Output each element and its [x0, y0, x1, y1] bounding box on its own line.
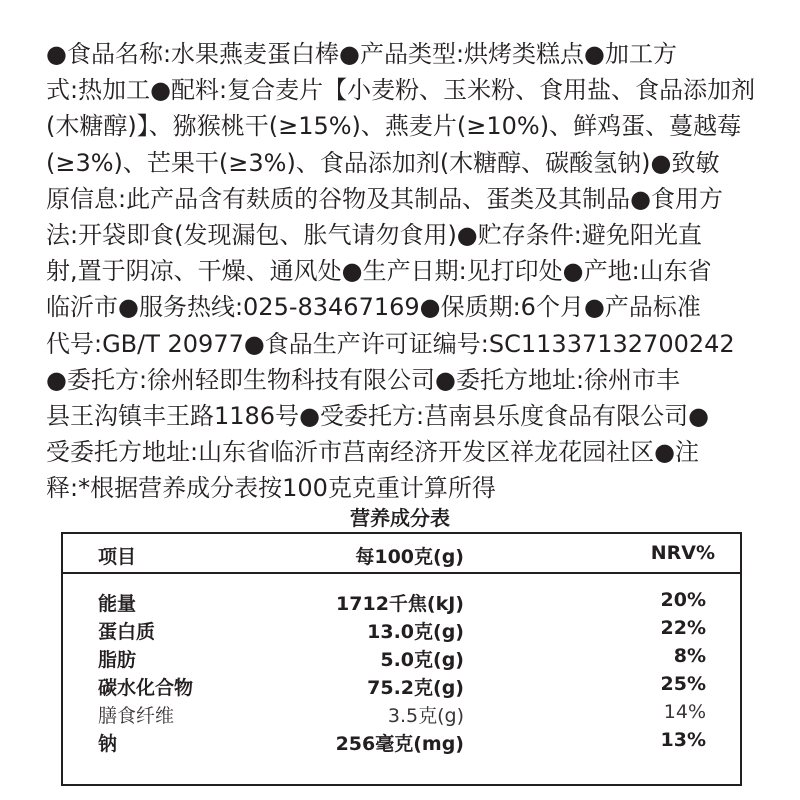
info-line: ●委托方:徐州轻即生物科技有限公司●委托方地址:徐州市丰: [46, 365, 681, 394]
row-name: 蛋白质: [98, 621, 156, 643]
info-line: 法:开袋即食(发现漏包、胀气请勿食用)●贮存条件:避免阳光直: [46, 220, 702, 249]
info-line: ●食品名称:水果燕麦蛋白棒●产品类型:烘烤类糕点●加工方: [46, 40, 677, 68]
nutrition-table-title: 营养成分表: [350, 506, 450, 530]
info-line: 县王沟镇丰王路1186号●受委托方:莒南县乐度食品有限公司●: [46, 401, 710, 430]
row-value: 1712千焦(kJ): [336, 593, 464, 615]
info-line: (≥3%)、芒果干(≥3%)、食品添加剂(木糖醇、碳酸氢钠)●致敏: [46, 148, 720, 177]
row-value: 5.0克(g): [380, 649, 464, 671]
header-item: 项目: [98, 546, 137, 568]
row-name: 膳食纤维: [98, 705, 175, 727]
table-row-fat: [63, 645, 740, 672]
nutrition-table-header: [63, 534, 740, 574]
row-nrv: 8%: [673, 645, 706, 667]
row-value: 13.0克(g): [367, 621, 464, 643]
info-line: 射,置于阴凉、干燥、通风处●生产日期:见打印处●产地:山东省: [46, 257, 712, 286]
row-nrv: 25%: [660, 673, 706, 695]
table-row-carbohydrate: [63, 673, 740, 700]
row-value: 75.2克(g): [367, 677, 464, 699]
info-line: (木糖醇)】、猕猴桃干(≥15%)、燕麦片(≥10%)、鲜鸡蛋、蔓越莓: [46, 112, 742, 141]
info-line: 受委托方地址:山东省临沂市莒南经济开发区祥龙花园社区●注: [46, 438, 700, 467]
table-row-energy: [63, 589, 740, 616]
header-per100: 每100克(g): [355, 546, 464, 568]
row-nrv: 13%: [660, 729, 706, 751]
info-line: 代号:GB/T 20977●食品生产许可证编号:SC11337132700242: [46, 329, 735, 358]
row-name: 脂肪: [98, 649, 137, 671]
table-row-sodium: [63, 729, 740, 756]
product-info-text: [46, 36, 760, 506]
row-nrv: 22%: [660, 617, 706, 639]
row-nrv: 14%: [663, 701, 706, 723]
row-name: 能量: [98, 593, 137, 615]
nutrition-table: [61, 532, 742, 786]
row-name: 钠: [98, 733, 118, 755]
row-name: 碳水化合物: [98, 677, 194, 699]
header-nrv: NRV%: [650, 542, 715, 564]
info-line: 原信息:此产品含有麸质的谷物及其制品、蛋类及其制品●食用方: [46, 184, 724, 213]
row-value: 256毫克(mg): [335, 733, 464, 755]
info-line: 释:*根据营养成分表按100克克重计算所得: [46, 474, 496, 503]
info-line: 临沂市●服务热线:025-83467169●保质期:6个月●产品标准: [46, 293, 701, 322]
table-row-dietary-fiber: [63, 701, 740, 728]
row-nrv: 20%: [660, 589, 706, 611]
info-line: 式:热加工●配料:复合麦片【小麦粉、玉米粉、食用盐、食品添加剂: [46, 76, 756, 105]
row-value: 3.5克(g): [387, 705, 464, 727]
table-row-protein: [63, 617, 740, 644]
